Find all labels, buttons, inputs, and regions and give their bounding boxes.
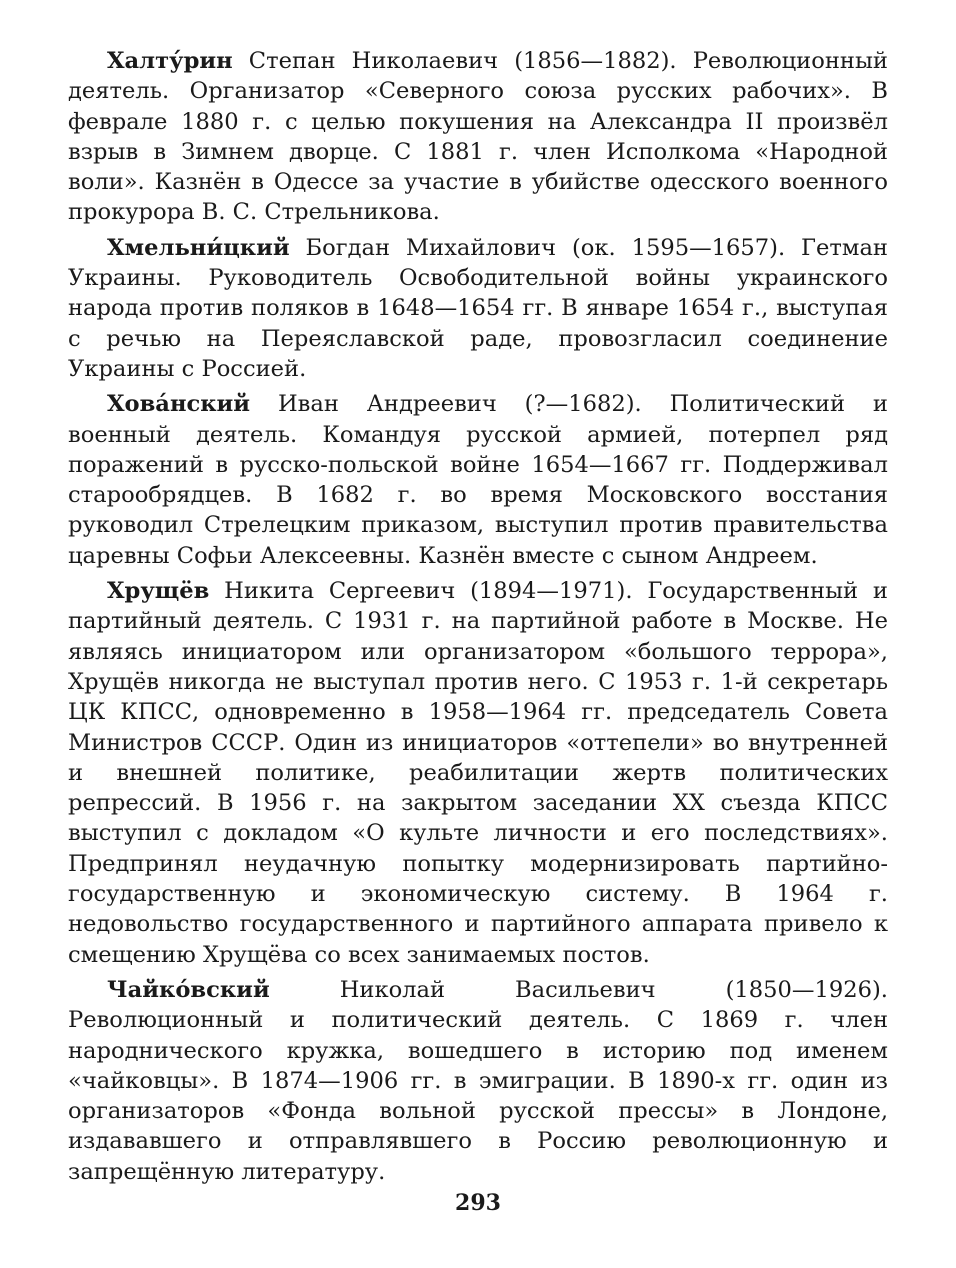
entry-text: Богдан Михайлович (ок. 1595—1657). Гетман Украины. Руководитель Освободительной войны украинского народа против поляков в 1648—1654 гг. В январе 1654 г., выступая с речью на Переяславской раде, провозгласил соединение Украины с Россией. <box>68 234 888 382</box>
entry-khmelnitsky <box>68 233 888 384</box>
page-number: 293 <box>455 1190 501 1216</box>
entry-name: Хмельни́цкий <box>107 234 290 261</box>
entry-khalturin <box>68 46 888 228</box>
entry-chaikovsky <box>68 975 888 1187</box>
entry-name: Чайко́вский <box>107 976 270 1003</box>
entry-name: Хрущёв <box>107 578 210 605</box>
entry-khovansky <box>68 389 888 571</box>
entry-text: Иван Андреевич (?—1682). Политический и военный деятель. Командуя русской армией, потерпел ряд поражений в русско-польской войне 1654—1667 гг. Поддерживал старообрядцев. В 1682 г. во время Московского восстания руководил Стрелецким приказом, выступил против правительства царевны Софьи Алексеевны. Казнён вместе с сыном Андреем. <box>68 391 888 569</box>
entry-name: Халту́рин <box>107 48 233 74</box>
document-body <box>68 46 888 1192</box>
entry-text: Степан Николаевич (1856—1882). Революционный деятель. Организатор «Северного союза русских рабочих». В феврале 1880 г. с целью покушения на Александра II произвёл взрыв в Зимнем дворце. С 1881 г. член Исполкома «Народной воли». Казнён в Одессе за участие в убийстве одесского военного прокурора В. С. Стрельникова. <box>68 48 888 226</box>
entry-khrushchev <box>68 576 888 970</box>
entry-text: Никита Сергеевич (1894—1971). Государственный и партийный деятель. С 1931 г. на партийной работе в Москве. Не являясь инициатором или организатором «большого террора», Хрущёв никогда не выступал против него. С 1953 г. 1-й секретарь ЦК КПСС, одновременно в 1958—1964 гг. председатель Совета Министров СССР. Один из инициаторов «оттепели» во внутренней и внешней политике, реабилитации жертв политических репрессий. В 1956 г. на закрытом заседании XX съезда КПСС выступил с докладом «О культе личности и его последствиях». Предпринял неудачную попытку модернизировать партийно-государственную и экономическую систему. В 1964 г. недовольство государственного и партийного аппарата привело к смещению Хрущёва со всех занимаемых постов. <box>68 578 888 968</box>
entry-name: Хова́нский <box>107 391 251 418</box>
entry-text: Николай Васильевич (1850—1926). Революционный и политический деятель. С 1869 г. член народнического кружка, вошедшего в историю под именем «чайковцы». В 1874—1906 гг. в эмиграции. В 1890-х гг. один из организаторов «Фонда вольной русской прессы» в Лондоне, издававшего и отправлявшего в Россию революционную и запрещённую литературу. <box>68 976 888 1185</box>
